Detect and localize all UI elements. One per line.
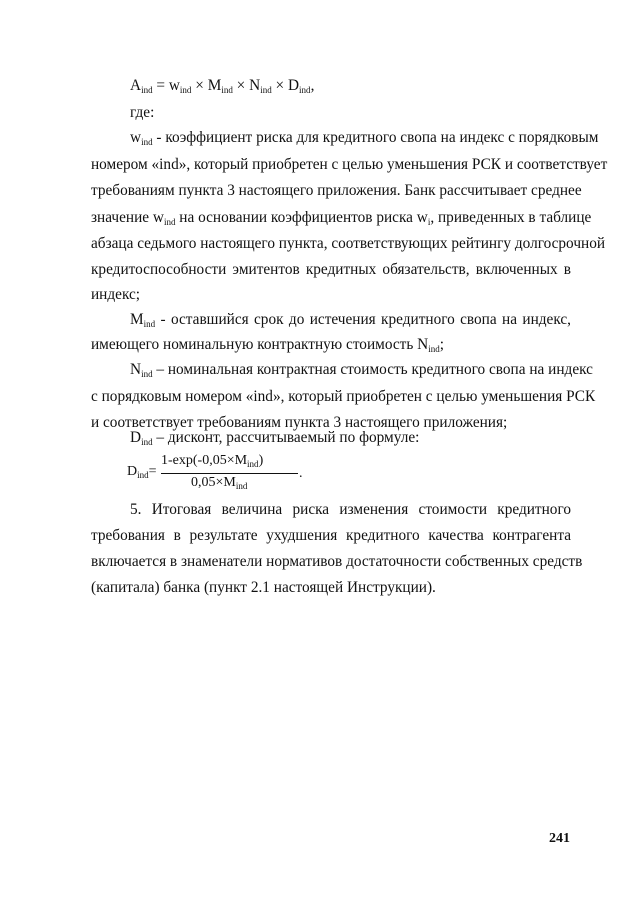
N-def-text-1: – номинальная контрактная стоимость кредитного свопа на индекс [152,361,593,378]
formula-numerator-sub: ind [247,459,259,469]
eq-D-sub: ind [299,85,311,95]
N-def-symbol: N [130,361,142,378]
eq-w: w [168,77,180,94]
eq-A: A [130,77,142,94]
formula-lhs-sub: ind [137,470,149,480]
N-def-line-1 [130,361,593,379]
w-def-line-6: кредитоспособности эмитентов кредитных обязательств, включенных в [91,261,571,278]
formula-lhs-symbol: D [127,464,138,479]
main-equation [130,77,314,95]
formula-numerator [161,453,263,469]
formula-lhs [127,464,157,480]
para5-line-4: (капитала) банка (пункт 2.1 настоящей Инструкции). [91,579,436,596]
w-def-line-4 [91,209,592,227]
M-def-line-1 [130,311,571,329]
w-def-sub-2: ind [163,217,176,227]
eq-equals: = [152,77,169,94]
formula-denominator-text: 0,05×M [191,475,236,490]
w-def-symbol-2: w [152,209,164,226]
N-def-sub: ind [141,369,153,379]
eq-M-sub: ind [221,85,233,95]
M-def-text-1: - оставшийся срок до истечения кредитного свопа на индекс, [155,311,571,328]
para5-line-3: включается в знаменатели нормативов достаточности собственных средств [91,553,583,570]
w-def-line-1 [130,129,599,147]
formula-denominator-sub: ind [235,481,248,491]
formula-numerator-b: ) [258,453,264,468]
M-def-sub: ind [143,319,156,329]
where-label: где: [130,104,155,121]
formula-equals: = [148,464,157,479]
N-def-line-2: с порядковым номером «ind», который приобретен с целью уменьшения РСК [91,388,596,405]
formula-denominator [191,475,247,491]
eq-N-sub: ind [260,85,272,95]
w-def-text-4a: на основании коэффициентов риска w [175,209,428,226]
w-def-sub: ind [141,137,153,147]
D-def-line-1 [130,429,419,447]
eq-times-2: × [232,77,250,94]
eq-D: D [287,77,300,94]
w-def-symbol: w [130,129,142,146]
page-number: 241 [549,831,570,846]
M-def-sub-N: ind [428,344,440,354]
eq-times-3: × [271,77,288,94]
eq-A-sub: ind [141,85,153,95]
para5-line-2: требования в результате ухудшения кредитного качества контрагента [91,527,571,544]
w-def-text-1: - коэффициент риска для кредитного свопа на индекс с порядковым [152,129,599,146]
M-def-text-3: ; [439,336,444,353]
D-def-text-1: – дисконт, рассчитываемый по формуле: [152,429,420,446]
w-def-line-5: абзаца седьмого настоящего пункта, соответствующих рейтингу долгосрочной [91,235,606,252]
M-def-line-2 [91,336,444,354]
eq-comma: , [310,77,315,94]
eq-w-sub: ind [179,85,192,95]
discount-formula [127,453,303,493]
w-def-line-7: индекс; [91,286,141,303]
D-def-sub: ind [141,437,153,447]
M-def-symbol: M [130,311,144,328]
formula-numerator-a: 1-exp(-0,05×M [161,453,248,468]
formula-end: . [299,466,303,481]
para5-line-1: 5. Итоговая величина риска изменения стоимости кредитного [130,501,571,518]
N-def-line-3: и соответствует требованиям пункта 3 настоящего приложения; [91,414,508,431]
eq-M: M [207,77,222,94]
eq-times-1: × [191,77,208,94]
w-def-sub-i: i [427,217,431,227]
w-def-line-2: номером «ind», который приобретен с целью уменьшения РСК и соответствует [91,156,608,173]
eq-N: N [249,77,261,94]
w-def-line-3: требованиям пункта 3 настоящего приложения. Банк рассчитывает среднее [91,182,582,199]
M-def-text-2: имеющего номинальную контрактную стоимость N [91,336,429,353]
fraction-bar [161,473,298,474]
w-def-value-word: значение [91,209,153,226]
D-def-symbol: D [130,429,142,446]
w-def-text-4b: , приведенных в таблице [430,209,592,226]
